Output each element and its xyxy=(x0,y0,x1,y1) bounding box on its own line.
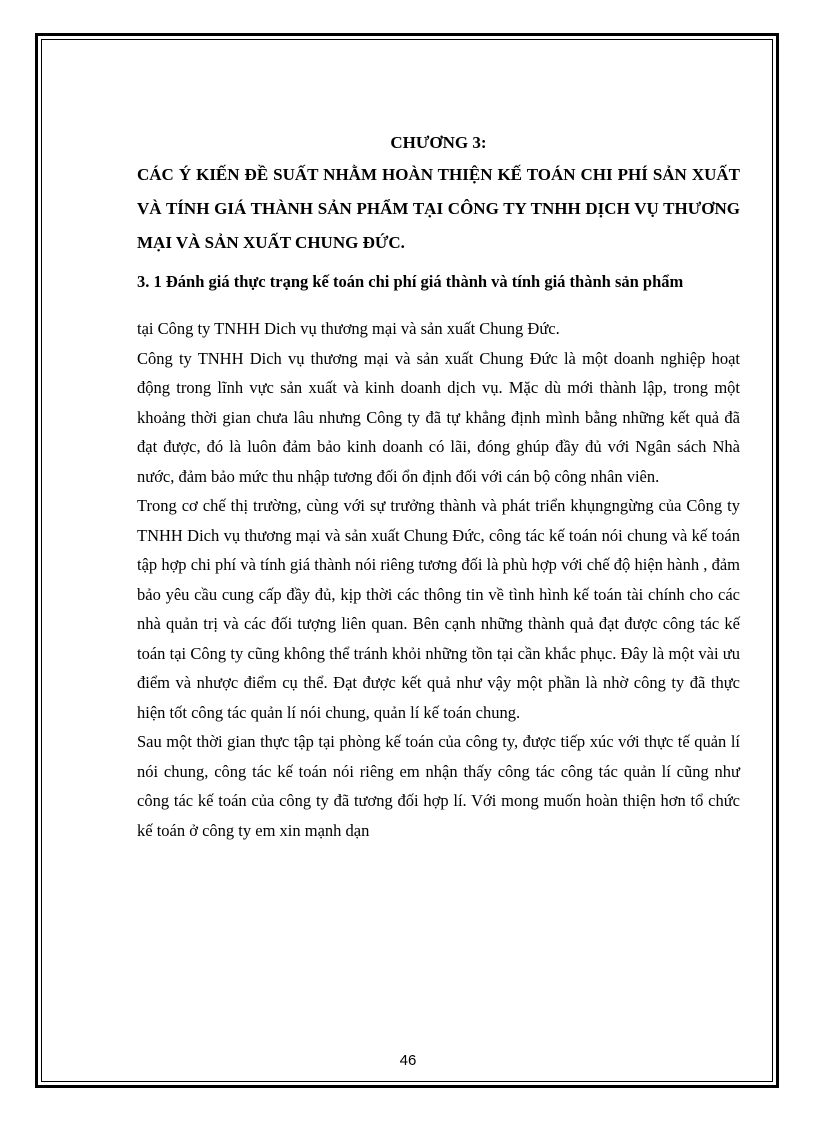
page-content xyxy=(137,130,740,845)
section-heading: 3. 1 Đánh giá thực trạng kế toán chi phí giá thành và tính giá thành sản phẩm xyxy=(137,272,684,291)
paragraph: Sau một thời gian thực tập tại phòng kế toán của công ty, được tiếp xúc với thực tế quản lí nói chung, công tác kế toán nói riêng em nhận thấy công tác công tác quản lí cũng như công tác kế toán của công ty đã tương đối hợp lí. Với mong muốn hoàn thiện hơn tổ chức kế toán ở công ty em xin mạnh dạn xyxy=(137,732,740,840)
chapter-title: CÁC Ý KIẾN ĐỀ SUẤT NHẰM HOÀN THIỆN KẾ TOÁN CHI PHÍ SẢN XUẤT VÀ TÍNH GIÁ THÀNH SẢN PHẨM TẠI CÔNG TY TNHH DỊCH VỤ THƯƠNG MẠI VÀ SẢN XUẤT CHUNG ĐỨC. xyxy=(137,165,740,252)
paragraph: tại Công ty TNHH Dich vụ thương mại và sản xuất Chung Đức. xyxy=(137,319,560,338)
page-number: 46 xyxy=(399,1052,417,1069)
paragraph: Công ty TNHH Dich vụ thương mại và sản xuất Chung Đức là một doanh nghiệp hoạt động trong lĩnh vực sản xuất và kinh doanh dịch vụ. Mặc dù mới thành lập, trong một khoảng thời gian chưa lâu nhưng Công ty đã tự khẳng định mình bằng những kết quả đã đạt được, đó là luôn đảm bảo kinh doanh có lãi, đóng ghúp đầy đủ với Ngân sách Nhà nước, đảm bảo mức thu nhập tương đối ổn định đối với cán bộ công nhân viên. xyxy=(137,348,740,486)
chapter-heading: CHƯƠNG 3: xyxy=(390,133,487,152)
paragraph: Trong cơ chế thị trường, cùng với sự trưởng thành và phát triển khụngngừng của Công ty TNHH Dich vụ thương mại và sản xuất Chung Đức, công tác kế toán nói chung và kế toán tập hợp chi phí và tính giá thành nói riêng tương đối là phù hợp với chế độ hiện hành , đảm bảo yêu cầu cung cấp đầy đủ, kịp thời các thông tin về tình hình kế toán tài chính cho các nhà quản trị và các đối tượng liên quan. Bên cạnh những thành quả đạt được công tác kế toán tại Công ty cũng không thể tránh khỏi những tồn tại cần khắc phục. Đây là một vài ưu điểm và nhược điểm cụ thể. Đạt được kết quả như vậy một phần là nhờ công ty đã thực hiện tốt công tác quản lí nói chung, quản lí kế toán chung. xyxy=(137,496,740,722)
